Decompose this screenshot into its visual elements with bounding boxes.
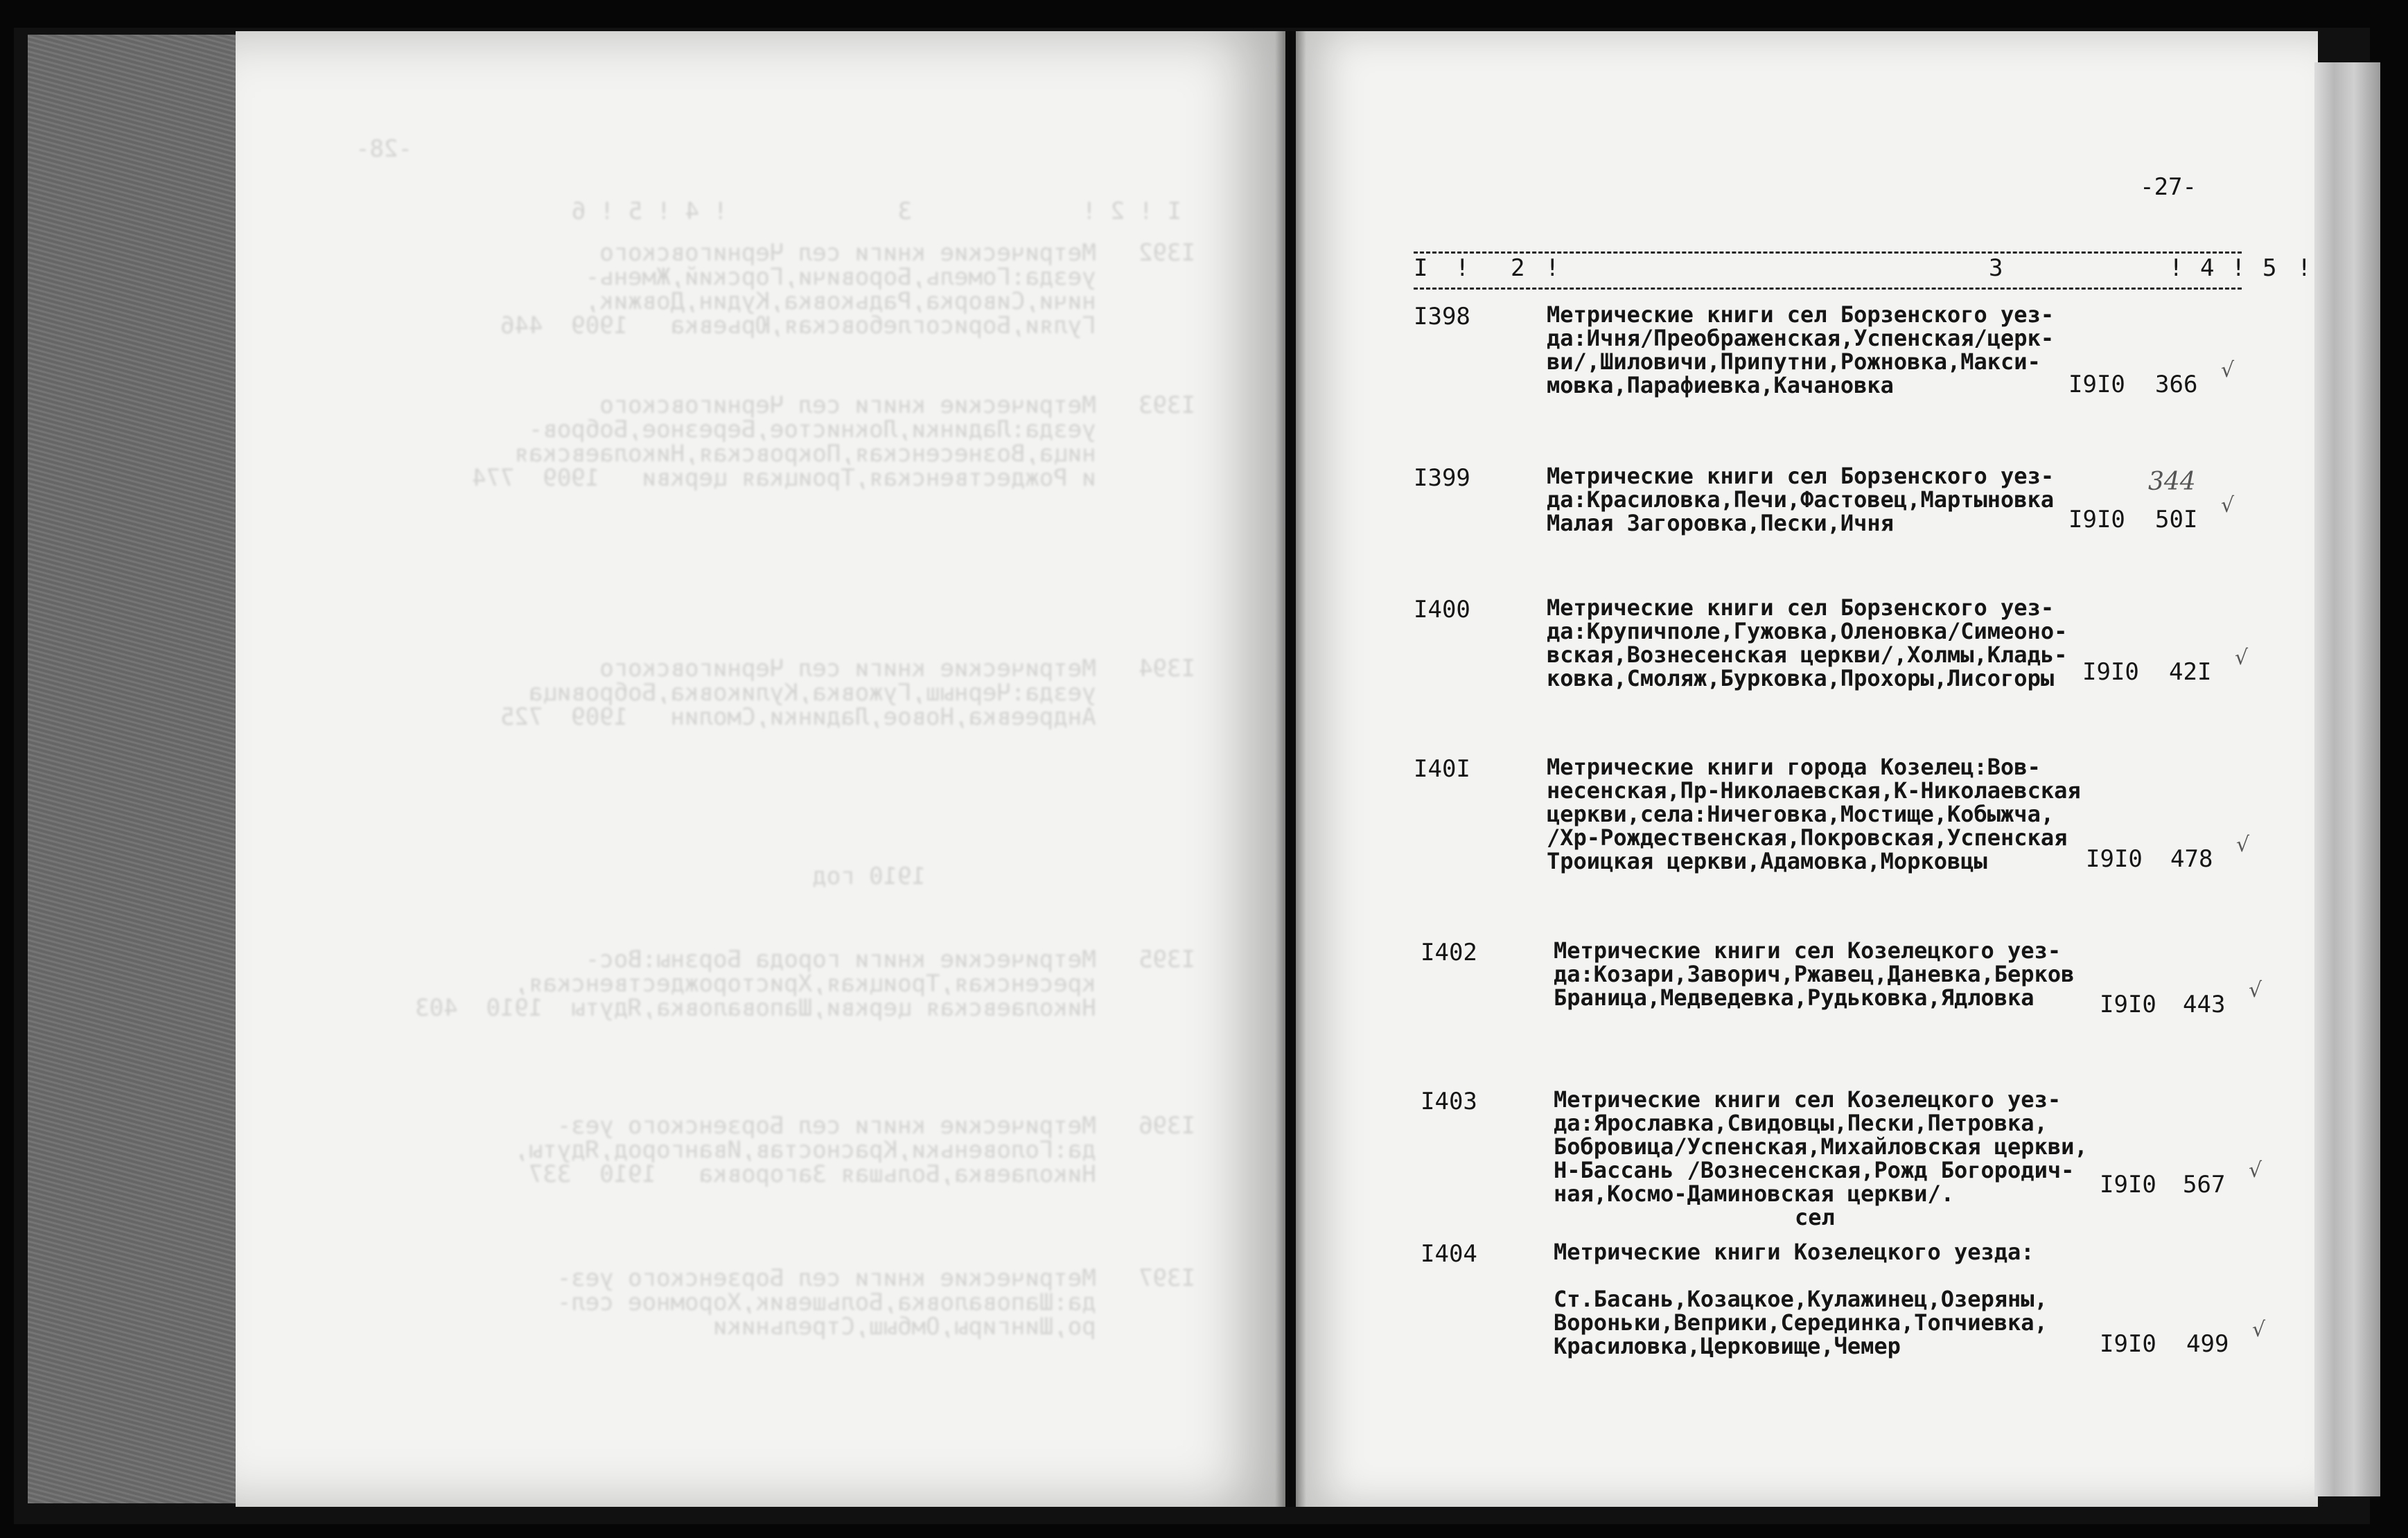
- record-year: I9I0: [2086, 845, 2143, 873]
- left-page-line: ро,Шингиры,Омбыш,Стрельники: [713, 1313, 1195, 1341]
- record-description: Метрические книги сел Козелецкого уез- да:Ярославка,Свидовцы,Пески,Петровка, Бобровица/Успенская,Михайловская церкви, Н-Бассань /Вознесенская,Рожд Богородич- ная,Космо-Даминовская церкви/.: [1554, 1086, 2088, 1207]
- record-year: I9I0: [2068, 506, 2125, 533]
- page-number: -27-: [2140, 173, 2197, 201]
- record-number: I398: [1414, 303, 1470, 330]
- record-year: I9I0: [2100, 991, 2156, 1018]
- column-header: 5: [2262, 254, 2277, 282]
- left-page-header: I ! 2 ! 3 ! 4 ! 5 ! 6: [571, 197, 1181, 225]
- column-header: 2: [1511, 254, 1525, 282]
- cover-texture: [28, 35, 256, 1503]
- checkmark-icon: √: [2221, 358, 2235, 382]
- record-number: I403: [1421, 1088, 1477, 1115]
- handwritten-note: 344: [2148, 468, 2196, 496]
- checkmark-icon: √: [2235, 646, 2249, 670]
- left-page-line: I392 Метрические книги сел Черниговского: [599, 239, 1195, 267]
- header-rule-bottom: [1414, 288, 2242, 290]
- record-count: 567: [2183, 1171, 2226, 1199]
- record-count: 366: [2155, 371, 2198, 398]
- left-page: [236, 31, 1285, 1507]
- record-year: I9I0: [2082, 658, 2139, 686]
- record-count: 499: [2186, 1330, 2229, 1358]
- column-header: 4: [2200, 254, 2215, 282]
- left-page-line: ница,Вознесенская,Покровская,Николаевская: [514, 440, 1195, 468]
- left-page-line: Гуляи,Борисоглебовская,Юрьевка 1909 446: [500, 312, 1195, 339]
- column-separator: !: [1455, 254, 1470, 282]
- record-description: Метрические книги сел Козелецкого уез- да:Козари,Заворич,Ржавец,Даневка,Берков Браница,Медведевка,Рудьковка,Ядловка: [1554, 937, 2075, 1011]
- left-page-number: -28-: [355, 135, 412, 163]
- record-number: I400: [1414, 596, 1470, 624]
- left-page-line: кресенская,Троицкая,Христорождественская,: [514, 970, 1195, 998]
- left-page-line: I395 Метрические книги города Борзны:Вос-: [585, 946, 1195, 973]
- record-number: I399: [1414, 464, 1470, 492]
- record-count: 478: [2170, 845, 2213, 873]
- left-page-line: ничи,Сиворка,Радьковка,Кудин,Довжик,: [585, 288, 1195, 315]
- checkmark-icon: √: [2249, 978, 2262, 1002]
- record-number: I402: [1421, 939, 1477, 966]
- left-page-line: уезда:Гомель,Боровичи,Горский,Жмень-: [585, 263, 1195, 291]
- record-count: 443: [2183, 991, 2226, 1018]
- record-year: I9I0: [2068, 371, 2125, 398]
- record-number: I404: [1421, 1240, 1477, 1268]
- book-cover: [28, 35, 256, 1503]
- record-description: Метрические книги сел Борзенского уез- да:Ичня/Преображенская,Успенская/церк- ви/,Шиловичи,Припутни,Рожновка,Макси- мовка,Парафиевка,Качановка: [1547, 301, 2055, 398]
- column-header: I: [1414, 254, 1428, 282]
- left-page-line: I396 Метрические книги сел Борзенского уез-: [556, 1112, 1195, 1140]
- left-page-line: I393 Метрические книги сел Черниговского: [599, 391, 1195, 419]
- left-page-line: и Рождественская,Троицкая церкви 1909 774: [472, 464, 1195, 492]
- left-page-line: Николаевская церкви,Шаповаловка,Ядуты 1910 403: [415, 994, 1195, 1022]
- record-number: I40I: [1414, 755, 1470, 783]
- book-gutter: [1275, 31, 1306, 1507]
- record-description: Метрические книги сел Борзенского уез- да:Красиловка,Печи,Фастовец,Мартыновка Малая Загоровка,Пески,Ичня: [1547, 463, 2055, 536]
- column-separator: !: [2169, 254, 2183, 282]
- record-year: I9I0: [2100, 1330, 2156, 1358]
- checkmark-icon: √: [2252, 1318, 2266, 1342]
- left-page-line: Николаевка,Большая Загоровка 1910 337: [528, 1160, 1195, 1188]
- left-page-line: I397 Метрические книги сел Борзенского уез-: [556, 1264, 1195, 1292]
- record-description: Метрические книги города Козелец:Вов- несенская,Пр-Николаевская,К-Николаевская церкви,села:Ничеговка,Мостище,Кобыжча, /Хр-Рождественская,Покровская,Успенская Троицкая церкви,Адамовка,Морковцы: [1547, 754, 2081, 874]
- record-count: 50I: [2155, 506, 2198, 533]
- column-separator: !: [2231, 254, 2246, 282]
- left-page-line: уезда:Ладинки,Локнистое,Березное,Бобров-: [528, 416, 1195, 443]
- bleed-through-text: [236, 31, 1285, 1507]
- record-description: Метрические книги сел Борзенского уез- да:Крупичполе,Гужовка,Оленовка/Симеоно- вская,Вознесенская церкви/,Холмы,Кладь- ковка,Смоляж,Бурковка,Прохоры,Лисогоры: [1547, 594, 2068, 691]
- page-stack-edge: [2314, 62, 2380, 1496]
- column-separator: !: [2297, 254, 2312, 282]
- checkmark-icon: √: [2236, 833, 2250, 857]
- record-description: Метрические книги Козелецкого уезда: Ст.Басань,Козацкое,Кулажинец,Озеряны, Вороньки,Веприки,Серединка,Топчиевка, Красиловка,Церковище,Чемер: [1554, 1239, 2048, 1359]
- record-year: I9I0: [2100, 1171, 2156, 1199]
- left-page-line: I394 Метрические книги сел Черниговского: [599, 655, 1195, 682]
- inserted-word: сел: [1795, 1204, 1835, 1230]
- checkmark-icon: √: [2221, 493, 2235, 518]
- right-page: [1296, 31, 2318, 1507]
- left-page-line: уезда:Черныш,Гужовка,Куликовка,Бобровица: [528, 679, 1195, 707]
- checkmark-icon: √: [2249, 1158, 2262, 1183]
- column-header: 3: [1989, 254, 2003, 282]
- left-page-line: да:Шаповаловка,Большевик,Хоромное сел-: [556, 1289, 1195, 1316]
- left-page-line: да:Головеньки,Красностав,Ивангород,Ядуты,: [514, 1136, 1195, 1164]
- left-page-line: Андреевка,Новое,Ладинки,Смолин 1909 725: [500, 703, 1195, 731]
- left-page-line: 1910 год: [812, 863, 1195, 890]
- record-count: 42I: [2169, 658, 2212, 686]
- header-rule-top: [1414, 251, 2242, 254]
- column-separator: !: [1545, 254, 1560, 282]
